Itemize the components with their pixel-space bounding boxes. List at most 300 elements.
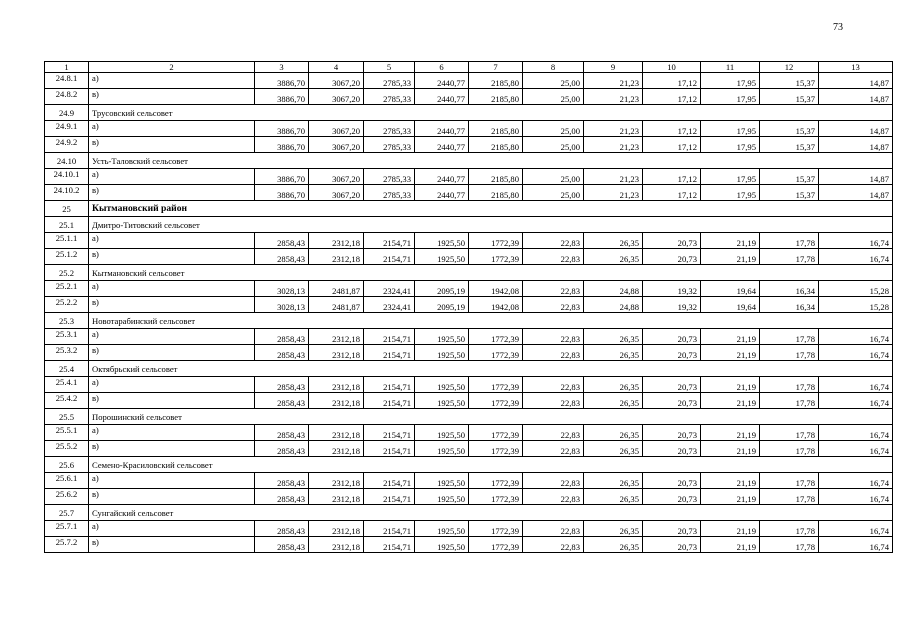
value-cell: 14,87 [819, 89, 893, 105]
value-cell: 22,83 [523, 521, 584, 537]
row-code: 25.5 [45, 409, 89, 425]
value-cell: 14,87 [819, 137, 893, 153]
row-code: 24.9.1 [45, 121, 89, 137]
table-row [45, 537, 893, 553]
table-row [45, 121, 893, 137]
value-cell: 16,74 [819, 489, 893, 505]
value-cell: 3886,70 [255, 185, 309, 201]
value-cell: 1772,39 [469, 249, 523, 265]
value-cell: 3028,13 [255, 281, 309, 297]
value-cell: 1925,50 [415, 521, 469, 537]
value-cell: 2154,71 [364, 393, 415, 409]
value-cell: 26,35 [584, 441, 643, 457]
council-row [45, 153, 893, 169]
value-cell: 16,74 [819, 441, 893, 457]
row-label: в) [89, 249, 255, 265]
value-cell: 16,74 [819, 377, 893, 393]
district-row [45, 201, 893, 217]
value-cell: 2154,71 [364, 521, 415, 537]
value-cell: 2095,19 [415, 281, 469, 297]
value-cell: 26,35 [584, 249, 643, 265]
value-cell: 1942,08 [469, 281, 523, 297]
row-label: в) [89, 537, 255, 553]
value-cell: 1942,08 [469, 297, 523, 313]
value-cell: 26,35 [584, 329, 643, 345]
value-cell: 20,73 [643, 521, 701, 537]
row-label: а) [89, 521, 255, 537]
value-cell: 17,78 [760, 329, 819, 345]
council-title: Усть-Таловский сельсовет [89, 153, 893, 169]
value-cell: 2858,43 [255, 249, 309, 265]
value-cell: 15,37 [760, 73, 819, 89]
value-cell: 2858,43 [255, 441, 309, 457]
value-cell: 1925,50 [415, 345, 469, 361]
value-cell: 1925,50 [415, 377, 469, 393]
table-row [45, 345, 893, 361]
table-row [45, 489, 893, 505]
value-cell: 26,35 [584, 233, 643, 249]
value-cell: 21,23 [584, 169, 643, 185]
value-cell: 17,95 [701, 137, 760, 153]
council-title: Октябрьский сельсовет [89, 361, 893, 377]
value-cell: 25,00 [523, 185, 584, 201]
value-cell: 2185,80 [469, 185, 523, 201]
value-cell: 2858,43 [255, 233, 309, 249]
row-label: а) [89, 121, 255, 137]
value-cell: 1925,50 [415, 537, 469, 553]
value-cell: 16,34 [760, 297, 819, 313]
row-code: 25.6 [45, 457, 89, 473]
district-title: Кытмановский район [89, 201, 893, 217]
column-header: 6 [415, 62, 469, 73]
value-cell: 17,78 [760, 233, 819, 249]
row-code: 24.9.2 [45, 137, 89, 153]
value-cell: 1925,50 [415, 233, 469, 249]
value-cell: 2324,41 [364, 297, 415, 313]
table-row [45, 473, 893, 489]
value-cell: 22,83 [523, 377, 584, 393]
table-row [45, 521, 893, 537]
value-cell: 17,78 [760, 537, 819, 553]
table-row [45, 89, 893, 105]
value-cell: 2154,71 [364, 425, 415, 441]
value-cell: 2440,77 [415, 185, 469, 201]
value-cell: 22,83 [523, 489, 584, 505]
row-code: 25.6.1 [45, 473, 89, 489]
council-title: Трусовский сельсовет [89, 105, 893, 121]
row-code: 25.4.1 [45, 377, 89, 393]
value-cell: 2154,71 [364, 345, 415, 361]
table-row [45, 233, 893, 249]
value-cell: 15,37 [760, 89, 819, 105]
value-cell: 20,73 [643, 377, 701, 393]
value-cell: 14,87 [819, 121, 893, 137]
value-cell: 21,19 [701, 393, 760, 409]
value-cell: 2858,43 [255, 521, 309, 537]
value-cell: 22,83 [523, 393, 584, 409]
row-code: 24.10 [45, 153, 89, 169]
value-cell: 22,83 [523, 345, 584, 361]
row-code: 24.9 [45, 105, 89, 121]
value-cell: 16,74 [819, 537, 893, 553]
row-code: 25.1.1 [45, 233, 89, 249]
table-row [45, 281, 893, 297]
value-cell: 2312,18 [309, 425, 364, 441]
council-title: Новотарабинский сельсовет [89, 313, 893, 329]
value-cell: 16,74 [819, 249, 893, 265]
value-cell: 24,88 [584, 281, 643, 297]
table-row [45, 441, 893, 457]
value-cell: 24,88 [584, 297, 643, 313]
row-label: в) [89, 441, 255, 457]
value-cell: 16,34 [760, 281, 819, 297]
value-cell: 20,73 [643, 345, 701, 361]
value-cell: 1925,50 [415, 393, 469, 409]
value-cell: 2312,18 [309, 233, 364, 249]
value-cell: 21,23 [584, 89, 643, 105]
value-cell: 21,19 [701, 473, 760, 489]
value-cell: 1925,50 [415, 329, 469, 345]
value-cell: 19,32 [643, 281, 701, 297]
value-cell: 26,35 [584, 489, 643, 505]
value-cell: 2312,18 [309, 345, 364, 361]
row-code: 25.1.2 [45, 249, 89, 265]
value-cell: 2481,87 [309, 297, 364, 313]
value-cell: 3028,13 [255, 297, 309, 313]
row-code: 24.10.1 [45, 169, 89, 185]
value-cell: 3886,70 [255, 137, 309, 153]
column-header: 13 [819, 62, 893, 73]
row-code: 25.5.2 [45, 441, 89, 457]
column-header: 9 [584, 62, 643, 73]
value-cell: 2785,33 [364, 121, 415, 137]
column-header: 5 [364, 62, 415, 73]
row-code: 25.3.2 [45, 345, 89, 361]
value-cell: 17,12 [643, 185, 701, 201]
value-cell: 2154,71 [364, 249, 415, 265]
row-label: а) [89, 73, 255, 89]
value-cell: 2858,43 [255, 377, 309, 393]
header-row [45, 62, 893, 73]
row-code: 25.5.1 [45, 425, 89, 441]
value-cell: 2312,18 [309, 473, 364, 489]
table-row [45, 169, 893, 185]
value-cell: 17,78 [760, 345, 819, 361]
council-title: Сунгайский сельсовет [89, 505, 893, 521]
value-cell: 21,19 [701, 249, 760, 265]
value-cell: 1925,50 [415, 441, 469, 457]
value-cell: 2858,43 [255, 489, 309, 505]
value-cell: 17,78 [760, 473, 819, 489]
value-cell: 2154,71 [364, 537, 415, 553]
value-cell: 15,28 [819, 297, 893, 313]
value-cell: 21,19 [701, 537, 760, 553]
table-row [45, 297, 893, 313]
value-cell: 3067,20 [309, 73, 364, 89]
value-cell: 2858,43 [255, 393, 309, 409]
column-header: 8 [523, 62, 584, 73]
value-cell: 26,35 [584, 537, 643, 553]
row-label: в) [89, 489, 255, 505]
value-cell: 26,35 [584, 473, 643, 489]
value-cell: 20,73 [643, 537, 701, 553]
row-code: 24.10.2 [45, 185, 89, 201]
value-cell: 2312,18 [309, 537, 364, 553]
value-cell: 17,78 [760, 393, 819, 409]
value-cell: 22,83 [523, 233, 584, 249]
value-cell: 1925,50 [415, 489, 469, 505]
value-cell: 2858,43 [255, 345, 309, 361]
value-cell: 1772,39 [469, 441, 523, 457]
value-cell: 21,19 [701, 425, 760, 441]
value-cell: 3067,20 [309, 137, 364, 153]
value-cell: 16,74 [819, 345, 893, 361]
tariff-table [44, 61, 893, 553]
value-cell: 17,12 [643, 73, 701, 89]
value-cell: 1772,39 [469, 377, 523, 393]
value-cell: 22,83 [523, 281, 584, 297]
value-cell: 1925,50 [415, 473, 469, 489]
value-cell: 2858,43 [255, 537, 309, 553]
value-cell: 21,19 [701, 377, 760, 393]
value-cell: 2481,87 [309, 281, 364, 297]
value-cell: 25,00 [523, 169, 584, 185]
value-cell: 17,95 [701, 169, 760, 185]
value-cell: 2312,18 [309, 489, 364, 505]
value-cell: 21,23 [584, 185, 643, 201]
value-cell: 3886,70 [255, 121, 309, 137]
value-cell: 2440,77 [415, 89, 469, 105]
value-cell: 17,78 [760, 249, 819, 265]
value-cell: 1772,39 [469, 521, 523, 537]
row-label: а) [89, 233, 255, 249]
value-cell: 2312,18 [309, 393, 364, 409]
row-code: 25.7 [45, 505, 89, 521]
row-code: 25.4.2 [45, 393, 89, 409]
value-cell: 16,74 [819, 473, 893, 489]
value-cell: 15,37 [760, 121, 819, 137]
value-cell: 26,35 [584, 345, 643, 361]
value-cell: 21,19 [701, 345, 760, 361]
council-row [45, 505, 893, 521]
value-cell: 2154,71 [364, 233, 415, 249]
row-label: а) [89, 169, 255, 185]
value-cell: 3067,20 [309, 89, 364, 105]
value-cell: 2858,43 [255, 425, 309, 441]
value-cell: 17,12 [643, 169, 701, 185]
value-cell: 2312,18 [309, 441, 364, 457]
value-cell: 2440,77 [415, 73, 469, 89]
value-cell: 22,83 [523, 249, 584, 265]
value-cell: 2154,71 [364, 441, 415, 457]
value-cell: 3067,20 [309, 169, 364, 185]
column-header: 12 [760, 62, 819, 73]
row-code: 25.7.2 [45, 537, 89, 553]
value-cell: 1772,39 [469, 473, 523, 489]
value-cell: 21,19 [701, 521, 760, 537]
column-header: 3 [255, 62, 309, 73]
value-cell: 17,78 [760, 425, 819, 441]
value-cell: 2185,80 [469, 169, 523, 185]
value-cell: 2785,33 [364, 185, 415, 201]
value-cell: 14,87 [819, 169, 893, 185]
value-cell: 1772,39 [469, 393, 523, 409]
value-cell: 19,64 [701, 281, 760, 297]
value-cell: 20,73 [643, 249, 701, 265]
table-row [45, 249, 893, 265]
value-cell: 17,95 [701, 73, 760, 89]
value-cell: 2185,80 [469, 89, 523, 105]
value-cell: 1772,39 [469, 233, 523, 249]
value-cell: 1772,39 [469, 345, 523, 361]
value-cell: 21,23 [584, 121, 643, 137]
table-row [45, 393, 893, 409]
value-cell: 20,73 [643, 233, 701, 249]
value-cell: 16,74 [819, 521, 893, 537]
column-header: 4 [309, 62, 364, 73]
row-code: 25.7.1 [45, 521, 89, 537]
value-cell: 2185,80 [469, 121, 523, 137]
row-code: 24.8.2 [45, 89, 89, 105]
value-cell: 2440,77 [415, 121, 469, 137]
row-label: в) [89, 185, 255, 201]
table-row [45, 425, 893, 441]
value-cell: 2154,71 [364, 329, 415, 345]
value-cell: 20,73 [643, 393, 701, 409]
value-cell: 17,78 [760, 441, 819, 457]
value-cell: 26,35 [584, 521, 643, 537]
council-row [45, 361, 893, 377]
value-cell: 21,23 [584, 73, 643, 89]
value-cell: 20,73 [643, 489, 701, 505]
row-label: в) [89, 297, 255, 313]
council-title: Порошинский сельсовет [89, 409, 893, 425]
row-label: в) [89, 89, 255, 105]
value-cell: 2185,80 [469, 137, 523, 153]
value-cell: 17,12 [643, 137, 701, 153]
value-cell: 19,32 [643, 297, 701, 313]
row-code: 25.2.1 [45, 281, 89, 297]
page-number: 73 [833, 22, 843, 33]
value-cell: 3886,70 [255, 169, 309, 185]
value-cell: 17,95 [701, 185, 760, 201]
table-row [45, 185, 893, 201]
value-cell: 15,37 [760, 169, 819, 185]
value-cell: 2185,80 [469, 73, 523, 89]
value-cell: 22,83 [523, 441, 584, 457]
table-row [45, 137, 893, 153]
value-cell: 2095,19 [415, 297, 469, 313]
row-label: а) [89, 425, 255, 441]
row-code: 25.3.1 [45, 329, 89, 345]
value-cell: 25,00 [523, 137, 584, 153]
value-cell: 2324,41 [364, 281, 415, 297]
value-cell: 17,78 [760, 521, 819, 537]
council-row [45, 409, 893, 425]
value-cell: 14,87 [819, 185, 893, 201]
column-header: 11 [701, 62, 760, 73]
value-cell: 21,19 [701, 233, 760, 249]
row-code: 25.2.2 [45, 297, 89, 313]
value-cell: 26,35 [584, 377, 643, 393]
value-cell: 2858,43 [255, 473, 309, 489]
value-cell: 17,95 [701, 89, 760, 105]
row-code: 25.4 [45, 361, 89, 377]
value-cell: 21,23 [584, 137, 643, 153]
value-cell: 16,74 [819, 393, 893, 409]
value-cell: 2785,33 [364, 89, 415, 105]
value-cell: 26,35 [584, 393, 643, 409]
value-cell: 2154,71 [364, 489, 415, 505]
council-row [45, 313, 893, 329]
row-label: в) [89, 137, 255, 153]
table-row [45, 73, 893, 89]
value-cell: 22,83 [523, 537, 584, 553]
value-cell: 2154,71 [364, 377, 415, 393]
council-title: Кытмановский сельсовет [89, 265, 893, 281]
value-cell: 25,00 [523, 89, 584, 105]
council-row [45, 457, 893, 473]
row-label: а) [89, 281, 255, 297]
value-cell: 1925,50 [415, 425, 469, 441]
column-header: 7 [469, 62, 523, 73]
value-cell: 2785,33 [364, 137, 415, 153]
value-cell: 3886,70 [255, 89, 309, 105]
value-cell: 22,83 [523, 473, 584, 489]
value-cell: 1772,39 [469, 329, 523, 345]
value-cell: 20,73 [643, 473, 701, 489]
value-cell: 3067,20 [309, 185, 364, 201]
row-label: а) [89, 329, 255, 345]
value-cell: 2785,33 [364, 73, 415, 89]
value-cell: 21,19 [701, 441, 760, 457]
value-cell: 2440,77 [415, 137, 469, 153]
value-cell: 2440,77 [415, 169, 469, 185]
value-cell: 2312,18 [309, 521, 364, 537]
row-label: в) [89, 345, 255, 361]
value-cell: 21,19 [701, 329, 760, 345]
value-cell: 21,19 [701, 489, 760, 505]
council-row [45, 217, 893, 233]
council-row [45, 265, 893, 281]
column-header: 2 [89, 62, 255, 73]
table-row [45, 377, 893, 393]
value-cell: 15,37 [760, 137, 819, 153]
council-title: Семено-Красиловский сельсовет [89, 457, 893, 473]
row-label: в) [89, 393, 255, 409]
value-cell: 25,00 [523, 73, 584, 89]
table-row [45, 329, 893, 345]
value-cell: 2312,18 [309, 377, 364, 393]
value-cell: 22,83 [523, 329, 584, 345]
value-cell: 22,83 [523, 425, 584, 441]
value-cell: 22,83 [523, 297, 584, 313]
value-cell: 25,00 [523, 121, 584, 137]
value-cell: 15,28 [819, 281, 893, 297]
council-title: Дмитро-Титовский сельсовет [89, 217, 893, 233]
value-cell: 2785,33 [364, 169, 415, 185]
value-cell: 1772,39 [469, 537, 523, 553]
value-cell: 2154,71 [364, 473, 415, 489]
value-cell: 17,95 [701, 121, 760, 137]
row-code: 25.1 [45, 217, 89, 233]
row-label: а) [89, 377, 255, 393]
value-cell: 20,73 [643, 425, 701, 441]
value-cell: 3067,20 [309, 121, 364, 137]
value-cell: 3886,70 [255, 73, 309, 89]
value-cell: 20,73 [643, 329, 701, 345]
value-cell: 14,87 [819, 73, 893, 89]
